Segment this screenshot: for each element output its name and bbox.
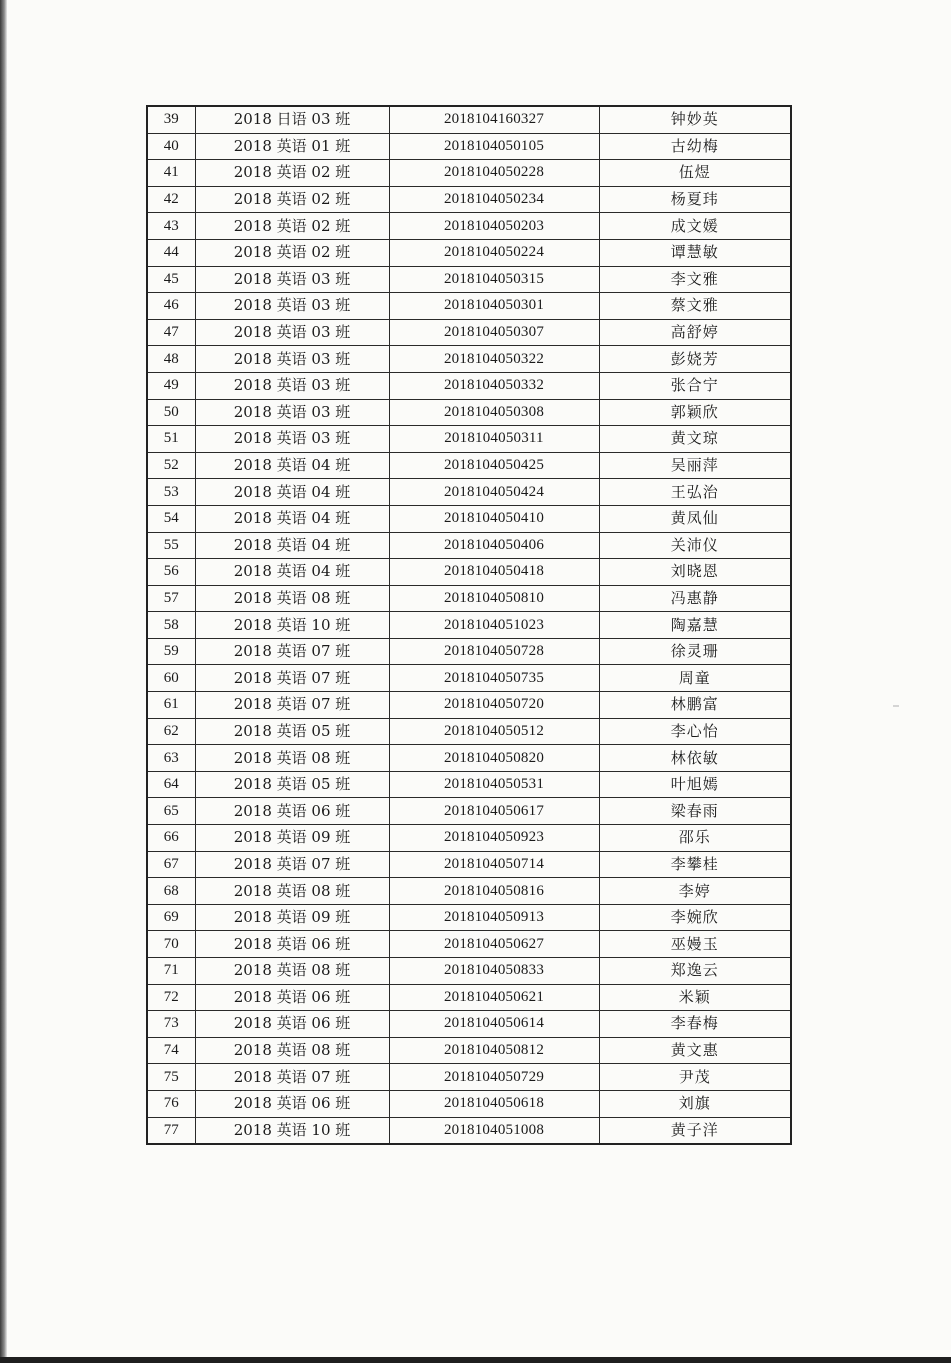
row-number: 62	[147, 718, 195, 745]
student-id: 2018104050425	[389, 452, 599, 479]
student-name: 李春梅	[599, 1011, 791, 1038]
table-row	[147, 106, 791, 133]
table-row	[147, 559, 791, 586]
student-id: 2018104050410	[389, 505, 599, 532]
student-id: 2018104050322	[389, 346, 599, 373]
table-row	[147, 612, 791, 639]
class-name: 2018 英语 03 班	[195, 399, 389, 426]
class-name: 2018 英语 02 班	[195, 213, 389, 240]
table-row	[147, 878, 791, 905]
table-row	[147, 372, 791, 399]
row-number: 48	[147, 346, 195, 373]
table-row	[147, 532, 791, 559]
row-number: 59	[147, 638, 195, 665]
scan-left-edge	[0, 0, 7, 1363]
student-name: 徐灵珊	[599, 638, 791, 665]
class-name: 2018 英语 08 班	[195, 745, 389, 772]
row-number: 74	[147, 1037, 195, 1064]
student-id: 2018104050301	[389, 293, 599, 320]
student-id: 2018104050203	[389, 213, 599, 240]
student-name: 黄子洋	[599, 1117, 791, 1144]
table-row	[147, 346, 791, 373]
student-name: 李婷	[599, 878, 791, 905]
row-number: 52	[147, 452, 195, 479]
student-name: 尹茂	[599, 1064, 791, 1091]
student-name: 黄文惠	[599, 1037, 791, 1064]
class-name: 2018 英语 06 班	[195, 1011, 389, 1038]
student-id: 2018104050833	[389, 958, 599, 985]
student-id: 2018104050228	[389, 160, 599, 187]
row-number: 64	[147, 771, 195, 798]
row-number: 67	[147, 851, 195, 878]
student-id: 2018104050512	[389, 718, 599, 745]
student-id: 2018104050729	[389, 1064, 599, 1091]
table-row	[147, 798, 791, 825]
row-number: 41	[147, 160, 195, 187]
student-id: 2018104050714	[389, 851, 599, 878]
student-name: 林鹏富	[599, 692, 791, 719]
scan-speck	[893, 705, 899, 707]
student-id: 2018104050105	[389, 133, 599, 160]
table-row	[147, 505, 791, 532]
row-number: 69	[147, 904, 195, 931]
class-name: 2018 英语 07 班	[195, 692, 389, 719]
class-name: 2018 英语 03 班	[195, 426, 389, 453]
class-name: 2018 英语 02 班	[195, 186, 389, 213]
student-id: 2018104050234	[389, 186, 599, 213]
class-name: 2018 英语 04 班	[195, 532, 389, 559]
row-number: 43	[147, 213, 195, 240]
table-row	[147, 452, 791, 479]
row-number: 71	[147, 958, 195, 985]
table-row	[147, 479, 791, 506]
row-number: 75	[147, 1064, 195, 1091]
student-name: 蔡文雅	[599, 293, 791, 320]
row-number: 61	[147, 692, 195, 719]
student-id: 2018104050315	[389, 266, 599, 293]
row-number: 45	[147, 266, 195, 293]
table-row	[147, 266, 791, 293]
table-row	[147, 160, 791, 187]
row-number: 51	[147, 426, 195, 453]
student-name: 陶嘉慧	[599, 612, 791, 639]
class-name: 2018 英语 08 班	[195, 878, 389, 905]
student-id: 2018104051008	[389, 1117, 599, 1144]
row-number: 60	[147, 665, 195, 692]
student-name: 谭慧敏	[599, 239, 791, 266]
student-id: 2018104050820	[389, 745, 599, 772]
class-name: 2018 英语 08 班	[195, 958, 389, 985]
class-name: 2018 英语 09 班	[195, 825, 389, 852]
row-number: 44	[147, 239, 195, 266]
row-number: 76	[147, 1090, 195, 1117]
student-name: 李文雅	[599, 266, 791, 293]
class-name: 2018 英语 06 班	[195, 931, 389, 958]
class-name: 2018 英语 07 班	[195, 638, 389, 665]
student-name: 张合宁	[599, 372, 791, 399]
student-id: 2018104050816	[389, 878, 599, 905]
table-row	[147, 426, 791, 453]
student-id: 2018104050406	[389, 532, 599, 559]
row-number: 70	[147, 931, 195, 958]
row-number: 58	[147, 612, 195, 639]
class-name: 2018 英语 08 班	[195, 585, 389, 612]
table-row	[147, 904, 791, 931]
table-row	[147, 1011, 791, 1038]
student-id: 2018104050913	[389, 904, 599, 931]
student-name: 黄凤仙	[599, 505, 791, 532]
student-name: 伍煜	[599, 160, 791, 187]
row-number: 57	[147, 585, 195, 612]
class-name: 2018 日语 03 班	[195, 106, 389, 133]
table-row	[147, 665, 791, 692]
table-row	[147, 1117, 791, 1144]
student-name: 巫嫚玉	[599, 931, 791, 958]
student-id: 2018104050332	[389, 372, 599, 399]
row-number: 46	[147, 293, 195, 320]
student-name: 高舒婷	[599, 319, 791, 346]
student-id: 2018104050418	[389, 559, 599, 586]
table-row	[147, 931, 791, 958]
roster-table-body	[147, 106, 791, 1144]
student-id: 2018104050812	[389, 1037, 599, 1064]
table-row	[147, 745, 791, 772]
class-name: 2018 英语 03 班	[195, 293, 389, 320]
row-number: 77	[147, 1117, 195, 1144]
table-row	[147, 133, 791, 160]
class-name: 2018 英语 04 班	[195, 559, 389, 586]
student-name: 邵乐	[599, 825, 791, 852]
student-id: 2018104050618	[389, 1090, 599, 1117]
row-number: 40	[147, 133, 195, 160]
student-name: 刘旗	[599, 1090, 791, 1117]
table-row	[147, 1090, 791, 1117]
table-row	[147, 984, 791, 1011]
student-name: 李心怡	[599, 718, 791, 745]
table-row	[147, 319, 791, 346]
student-id: 2018104050617	[389, 798, 599, 825]
table-row	[147, 585, 791, 612]
row-number: 49	[147, 372, 195, 399]
student-name: 周童	[599, 665, 791, 692]
student-id: 2018104051023	[389, 612, 599, 639]
row-number: 73	[147, 1011, 195, 1038]
row-number: 47	[147, 319, 195, 346]
student-id: 2018104050614	[389, 1011, 599, 1038]
student-name: 王弘治	[599, 479, 791, 506]
student-name: 冯惠静	[599, 585, 791, 612]
class-name: 2018 英语 03 班	[195, 372, 389, 399]
student-name: 叶旭嫣	[599, 771, 791, 798]
student-id: 2018104050621	[389, 984, 599, 1011]
class-name: 2018 英语 06 班	[195, 798, 389, 825]
row-number: 42	[147, 186, 195, 213]
student-name: 黄文琼	[599, 426, 791, 453]
class-name: 2018 英语 07 班	[195, 851, 389, 878]
class-name: 2018 英语 03 班	[195, 346, 389, 373]
student-id: 2018104050923	[389, 825, 599, 852]
student-id: 2018104050308	[389, 399, 599, 426]
row-number: 50	[147, 399, 195, 426]
student-name: 李婉欣	[599, 904, 791, 931]
student-name: 刘晓恩	[599, 559, 791, 586]
row-number: 66	[147, 825, 195, 852]
row-number: 53	[147, 479, 195, 506]
class-name: 2018 英语 08 班	[195, 1037, 389, 1064]
row-number: 54	[147, 505, 195, 532]
table-row	[147, 771, 791, 798]
student-name: 彭娆芳	[599, 346, 791, 373]
student-id: 2018104050728	[389, 638, 599, 665]
student-name: 郭颖欣	[599, 399, 791, 426]
student-name: 李攀桂	[599, 851, 791, 878]
class-name: 2018 英语 04 班	[195, 479, 389, 506]
student-id: 2018104050735	[389, 665, 599, 692]
table-row	[147, 692, 791, 719]
scan-bottom-edge	[0, 1357, 951, 1363]
class-name: 2018 英语 07 班	[195, 665, 389, 692]
class-name: 2018 英语 10 班	[195, 612, 389, 639]
student-id: 2018104050224	[389, 239, 599, 266]
student-id: 2018104050627	[389, 931, 599, 958]
class-name: 2018 英语 04 班	[195, 452, 389, 479]
student-name: 林依敏	[599, 745, 791, 772]
class-name: 2018 英语 09 班	[195, 904, 389, 931]
table-row	[147, 293, 791, 320]
table-row	[147, 825, 791, 852]
student-name: 郑逸云	[599, 958, 791, 985]
roster-table-container	[146, 105, 790, 1145]
class-name: 2018 英语 07 班	[195, 1064, 389, 1091]
student-id: 2018104050720	[389, 692, 599, 719]
row-number: 72	[147, 984, 195, 1011]
class-name: 2018 英语 02 班	[195, 239, 389, 266]
class-name: 2018 英语 03 班	[195, 266, 389, 293]
class-name: 2018 英语 01 班	[195, 133, 389, 160]
row-number: 65	[147, 798, 195, 825]
table-row	[147, 638, 791, 665]
class-name: 2018 英语 06 班	[195, 1090, 389, 1117]
row-number: 56	[147, 559, 195, 586]
student-name: 古幼梅	[599, 133, 791, 160]
class-name: 2018 英语 05 班	[195, 771, 389, 798]
table-row	[147, 851, 791, 878]
student-id: 2018104050810	[389, 585, 599, 612]
student-name: 关沛仪	[599, 532, 791, 559]
table-row	[147, 186, 791, 213]
table-row	[147, 1037, 791, 1064]
row-number: 68	[147, 878, 195, 905]
table-row	[147, 399, 791, 426]
class-name: 2018 英语 05 班	[195, 718, 389, 745]
class-name: 2018 英语 06 班	[195, 984, 389, 1011]
row-number: 39	[147, 106, 195, 133]
student-name: 钟妙英	[599, 106, 791, 133]
student-id: 2018104050424	[389, 479, 599, 506]
student-id: 2018104050531	[389, 771, 599, 798]
table-row	[147, 213, 791, 240]
student-name: 吴丽萍	[599, 452, 791, 479]
student-id: 2018104050311	[389, 426, 599, 453]
student-id: 2018104160327	[389, 106, 599, 133]
class-name: 2018 英语 10 班	[195, 1117, 389, 1144]
row-number: 55	[147, 532, 195, 559]
student-name: 成文媛	[599, 213, 791, 240]
table-row	[147, 239, 791, 266]
row-number: 63	[147, 745, 195, 772]
student-name: 米颖	[599, 984, 791, 1011]
class-name: 2018 英语 02 班	[195, 160, 389, 187]
class-name: 2018 英语 03 班	[195, 319, 389, 346]
table-row	[147, 958, 791, 985]
table-row	[147, 718, 791, 745]
class-name: 2018 英语 04 班	[195, 505, 389, 532]
student-name: 梁春雨	[599, 798, 791, 825]
roster-table	[146, 105, 792, 1145]
student-id: 2018104050307	[389, 319, 599, 346]
table-row	[147, 1064, 791, 1091]
student-name: 杨夏玮	[599, 186, 791, 213]
